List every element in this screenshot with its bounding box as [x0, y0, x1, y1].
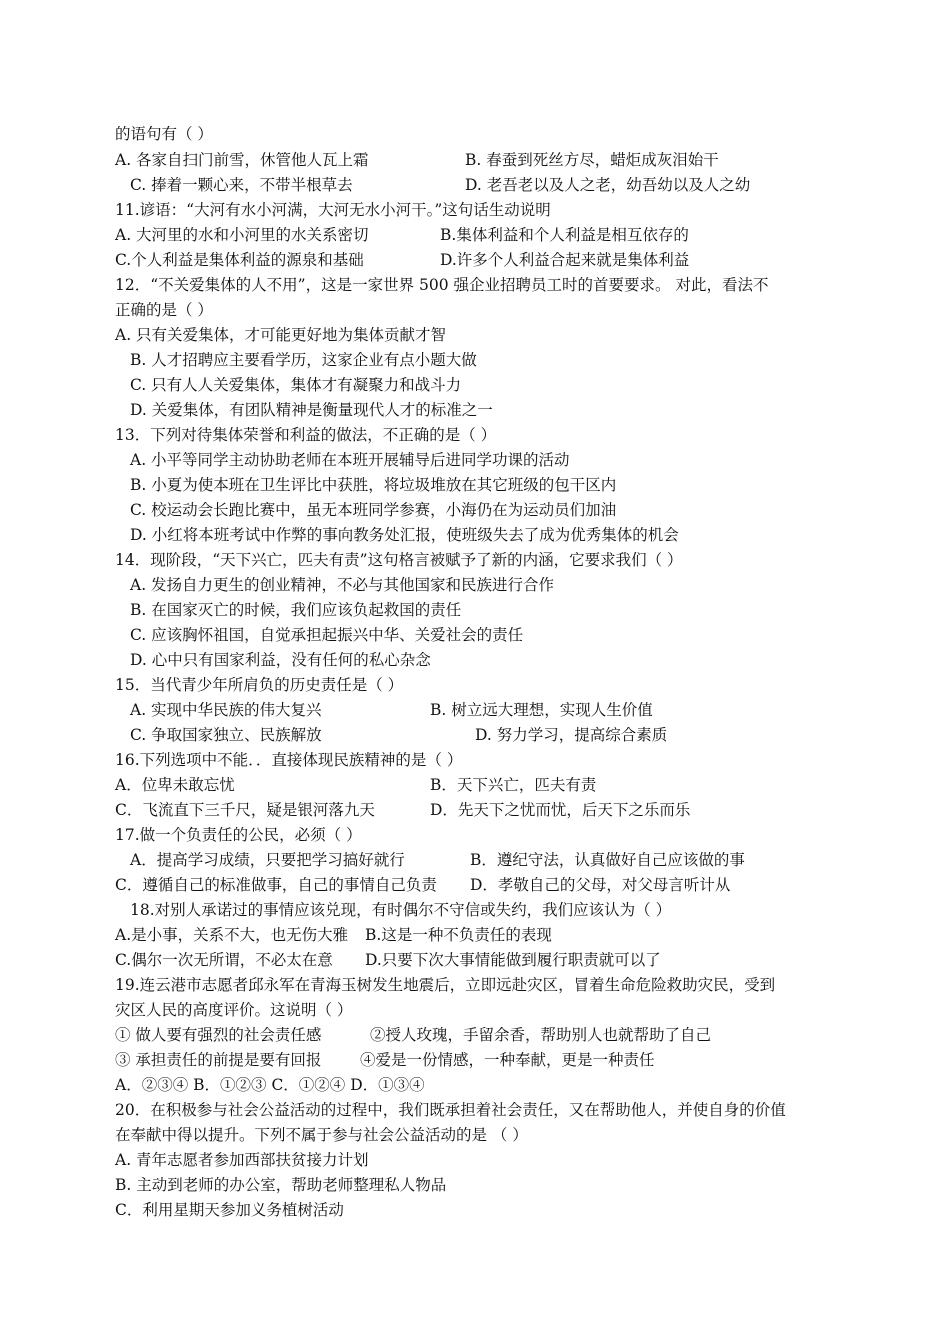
- q20-option-a: A. 青年志愿者参加西部扶贫接力计划: [115, 1151, 369, 1169]
- q12-stem-line2: 正确的是（ ）: [115, 301, 213, 319]
- q15-option-c: C. 争取国家独立、民族解放: [130, 726, 322, 744]
- q12-option-a: A. 只有关爱集体，才可能更好地为集体贡献才智: [115, 326, 447, 344]
- q11-option-a: A. 大河里的水和小河里的水关系密切: [115, 226, 369, 244]
- q12-option-d: D. 关爱集体，有团队精神是衡量现代人才的标准之一: [130, 401, 493, 419]
- q17-option-a: A．提高学习成绩，只要把学习搞好就行: [130, 851, 405, 869]
- q20-option-b: B. 主动到老师的办公室，帮助老师整理私人物品: [115, 1176, 447, 1194]
- q13-option-a: A. 小平等同学主动协助老师在本班开展辅导后进同学功课的活动: [130, 451, 570, 469]
- q15-option-a: A. 实现中华民族的伟大复兴: [130, 701, 322, 719]
- q17-stem: 17.做一个负责任的公民，必须（ ）: [115, 826, 362, 844]
- q10-option-d: D. 老吾老以及人之老，幼吾幼以及人之幼: [465, 176, 751, 194]
- q16-option-c: C．飞流直下三千尺，疑是银河落九天: [115, 801, 375, 819]
- q19-statement-2: ②授人玫瑰，手留余香，帮助别人也就帮助了自己: [370, 1026, 712, 1044]
- q14-stem: 14．现阶段，“天下兴亡，匹夫有责”这句格言被赋予了新的内涵，它要求我们（ ）: [115, 551, 683, 569]
- q10-option-b: B. 春蚕到死丝方尽，蜡炬成灰泪始干: [465, 151, 719, 169]
- q20-stem-line2: 在奉献中得以提升。下列不属于参与社会公益活动的是 （ ）: [115, 1126, 528, 1144]
- q14-option-a: A. 发扬自力更生的创业精神，不必与其他国家和民族进行合作: [130, 576, 555, 594]
- q15-option-d: D. 努力学习，提高综合素质: [475, 726, 668, 744]
- q15-stem: 15．当代青少年所肩负的历史责任是（ ）: [115, 676, 404, 694]
- q17-option-d: D．孝敬自己的父母，对父母言听计从: [470, 876, 731, 894]
- q12-option-c: C. 只有人人关爱集体，集体才有凝聚力和战斗力: [130, 376, 462, 394]
- q11-stem: 11.谚语：“大河有水小河满，大河无水小河干。”这句话生动说明: [115, 201, 551, 219]
- q17-option-b: B．遵纪守法，认真做好自己应该做的事: [470, 851, 745, 869]
- q20-option-c: C．利用星期天参加义务植树活动: [115, 1201, 344, 1219]
- q13-option-b: B. 小夏为使本班在卫生评比中获胜，将垃圾堆放在其它班级的包干区内: [130, 476, 617, 494]
- q16-option-a: A．位卑未敢忘忧: [115, 776, 235, 794]
- q18-option-a: A.是小事，关系不大，也无伤大雅: [115, 926, 349, 944]
- q12-option-b: B. 人才招聘应主要看学历，这家企业有点小题大做: [130, 351, 477, 369]
- q18-option-b: B.这是一种不负责任的表现: [365, 926, 552, 944]
- q11-option-c: C.个人利益是集体利益的源泉和基础: [115, 251, 364, 269]
- q13-stem: 13．下列对待集体荣誉和利益的做法，不正确的是（ ）: [115, 426, 497, 444]
- q19-statement-3: ③ 承担责任的前提是要有回报: [115, 1051, 322, 1069]
- q18-option-d: D.只要下次大事情能做到履行职责就可以了: [365, 951, 661, 969]
- q14-option-c: C. 应该胸怀祖国，自觉承担起振兴中华、关爱社会的责任: [130, 626, 524, 644]
- q15-option-b: B. 树立远大理想，实现人生价值: [430, 701, 653, 719]
- q16-stem: 16.下列选项中不能．．直接体现民族精神的是（ ）: [115, 751, 463, 769]
- q10-stem-end: 的语句有（ ）: [115, 125, 213, 143]
- q19-stem-line2: 灾区人民的高度评价。这说明（ ）: [115, 1001, 353, 1019]
- q10-option-a: A. 各家自扫门前雪，休管他人瓦上霜: [115, 151, 369, 169]
- q18-option-c: C.偶尔一次无所谓，不必太在意: [115, 951, 333, 969]
- q12-stem-line1: 12．“不关爱集体的人不用”，这是一家世界 500 强企业招聘员工时的首要要求。 对此，看法不: [115, 276, 769, 294]
- q13-option-c: C. 校运动会长跑比赛中，虽无本班同学参赛，小海仍在为运动员们加油: [130, 501, 617, 519]
- q19-statement-4: ④爱是一份情感，一种奉献，更是一种责任: [360, 1051, 655, 1069]
- q19-stem-line1: 19.连云港市志愿者邱永军在青海玉树发生地震后，立即远赴灾区，冒着生命危险救助灾民，受到: [115, 976, 776, 994]
- q17-option-c: C．遵循自己的标准做事，自己的事情自己负责: [115, 876, 437, 894]
- q10-option-c: C. 捧着一颗心来，不带半根草去: [130, 176, 353, 194]
- q14-option-b: B. 在国家灭亡的时候，我们应该负起救国的责任: [130, 601, 462, 619]
- q13-option-d: D. 小红将本班考试中作弊的事向教务处汇报，使班级失去了成为优秀集体的机会: [130, 526, 679, 544]
- q20-stem-line1: 20．在积极参与社会公益活动的过程中，我们既承担着社会责任，又在帮助他人，并使自身的价值: [115, 1101, 786, 1119]
- q19-options: A．②③④ B．①②③ C．①②④ D．①③④: [115, 1076, 425, 1094]
- q16-option-d: D．先天下之忧而忧，后天下之乐而乐: [430, 801, 691, 819]
- q18-stem: 18.对别人承诺过的事情应该兑现，有时偶尔不守信或失约，我们应该认为（ ）: [130, 901, 672, 919]
- q16-option-b: B．天下兴亡，匹夫有责: [430, 776, 597, 794]
- q11-option-b: B.集体利益和个人利益是相互依存的: [440, 226, 689, 244]
- q19-statement-1: ① 做人要有强烈的社会责任感: [115, 1026, 322, 1044]
- q14-option-d: D. 心中只有国家利益，没有任何的私心杂念: [130, 651, 431, 669]
- q11-option-d: D.许多个人利益合起来就是集体利益: [440, 251, 690, 269]
